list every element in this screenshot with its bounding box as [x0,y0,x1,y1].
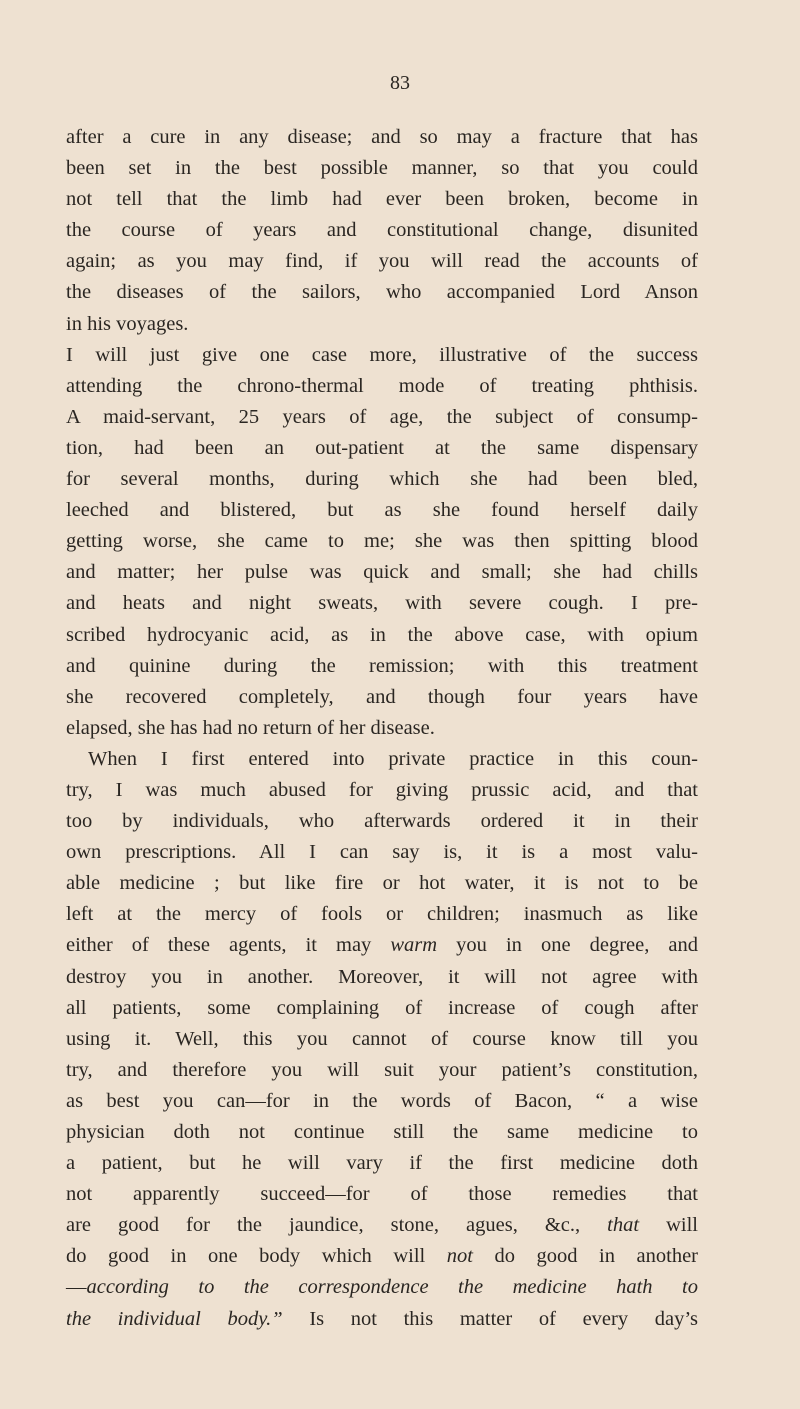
text-segment: physician doth not continue still the same medicine to [66,1121,698,1143]
text-line [66,184,698,215]
text-segment: own prescriptions. All I can say is, it is a most valu- [66,841,698,864]
text-segment: the course of years and constitutional change, disunited [66,219,698,242]
text-line [66,868,698,899]
text-segment: too by individuals, who afterwards ordered it in their [66,810,698,833]
text-segment: not tell that the limb had ever been broken, become in [66,188,698,211]
text-line [66,1304,698,1335]
text-line [66,1148,698,1179]
text-line [66,588,698,619]
text-segment: getting worse, she came to me; she was then spitting blood [66,530,698,553]
text-segment: do good in one body which will [66,1245,447,1268]
text-line [66,899,698,930]
text-segment: not apparently succeed—for of those remedies that [66,1183,698,1206]
text-segment: all patients, some complaining of increase of cough after [66,996,698,1019]
text-line [66,930,698,961]
text-line [66,744,698,775]
text-line [66,837,698,868]
text-segment: I will just give one case more, illustrative of the success [66,343,698,366]
text-segment: and quinine during the remission; with this treatment [66,654,698,677]
text-line [66,1086,698,1117]
text-line [66,495,698,526]
text-line [66,775,698,806]
text-segment: When I first entered into private practice in this coun- [88,747,698,770]
text-segment: are good for the jaundice, stone, agues, &c., [66,1214,608,1237]
text-line [66,1241,698,1272]
text-line [66,526,698,557]
text-segment: been set in the best possible manner, so that you could [66,157,698,180]
italic-text: that [607,1214,640,1237]
text-segment: for several months, during which she had been bled, [66,468,698,491]
text-segment: try, and therefore you will suit your patient’s constitution, [66,1058,698,1081]
text-line [66,371,698,402]
text-line [66,153,698,184]
text-line [66,993,698,1024]
text-line [66,309,698,340]
italic-text: not [446,1245,473,1268]
text-line [66,1024,698,1055]
text-segment: left at the mercy of fools or children; inasmuch as like [66,903,698,926]
text-segment: either of these agents, it may [66,934,391,957]
text-segment: elapsed, she has had no return of her disease. [66,716,435,739]
text-segment: scribed hydrocyanic acid, as in the above case, with opium [66,623,698,646]
text-line [66,464,698,495]
text-segment: she recovered completely, and though four years have [66,685,698,708]
text-segment: attending the chrono-thermal mode of treating phthisis. [66,374,698,397]
text-line [66,557,698,588]
text-segment: and heats and night sweats, with severe cough. I pre- [66,592,698,615]
text-segment: the diseases of the sailors, who accompanied Lord Anson [66,281,698,304]
text-segment: after a cure in any disease; and so may a fracture that has [66,126,698,148]
text-segment: again; as you may find, if you will read the accounts of [66,250,698,273]
text-line [66,682,698,713]
text-line [66,713,698,744]
text-line [66,1272,698,1303]
text-segment: in his voyages. [66,312,189,335]
text-line [66,122,698,153]
text-line [66,1117,698,1148]
text-line [66,806,698,837]
text-line [66,1179,698,1210]
text-segment: — [66,1276,87,1299]
text-segment: and matter; her pulse was quick and small; she had chills [66,561,698,584]
text-segment: do good in another [472,1245,698,1268]
text-segment: as best you can—for in the words of Bacon, “ a wise [66,1089,698,1112]
body-text [66,122,698,1335]
italic-text: according to the correspondence the medicine hath to [86,1276,698,1299]
text-segment: try, I was much abused for giving prussic acid, and that [66,778,698,801]
text-segment: will [639,1214,698,1237]
text-line [66,340,698,371]
text-segment: tion, had been an out-patient at the same dispensary [66,436,698,459]
text-line [66,962,698,993]
text-line [66,246,698,277]
text-line [66,1055,698,1086]
text-line [66,215,698,246]
text-line [66,651,698,682]
text-segment: leeched and blistered, but as she found herself daily [66,499,698,522]
text-line [66,620,698,651]
text-segment: Is not this matter of every day’s [282,1307,699,1330]
text-segment: destroy you in another. Moreover, it will not agree with [66,965,698,988]
page-number: 83 [390,72,410,94]
text-line [66,1210,698,1241]
text-segment: you in one degree, and [437,934,698,957]
text-segment: a patient, but he will vary if the first medicine doth [66,1152,698,1175]
text-segment: using it. Well, this you cannot of course know till you [66,1027,698,1050]
text-line [66,402,698,433]
text-segment: A maid-servant, 25 years of age, the subject of consump- [66,405,698,428]
text-line [66,433,698,464]
text-segment: able medicine ; but like fire or hot water, it is not to be [66,872,698,895]
italic-text: warm [390,934,438,957]
italic-text: the individual body.” [66,1307,283,1330]
text-line [66,277,698,308]
